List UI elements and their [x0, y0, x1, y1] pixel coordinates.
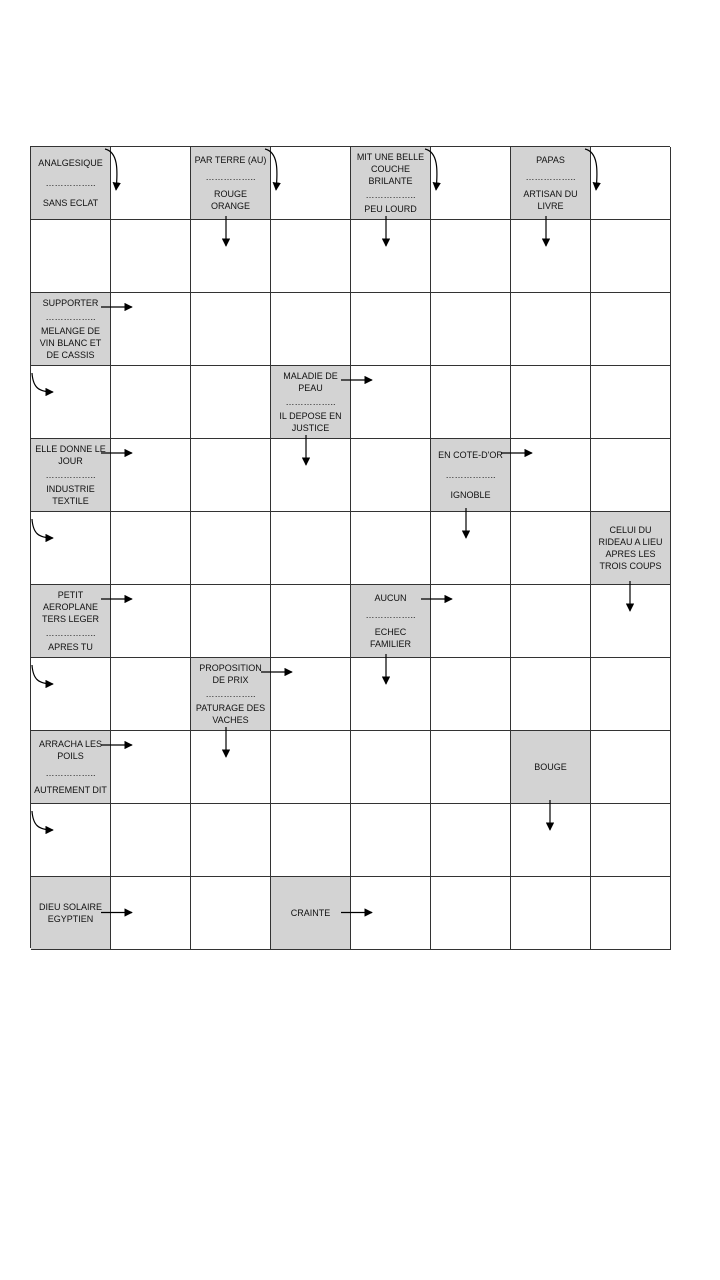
clue-cell-r8c6 [511, 731, 591, 804]
clue-line: PETIT AEROPLANE TERS LEGER [41, 590, 99, 624]
clue-cell-r10c0 [31, 877, 111, 950]
answer-cell[interactable] [511, 658, 591, 731]
clue-line: IL DEPOSE EN JUSTICE [279, 411, 342, 433]
answer-cell[interactable] [351, 512, 431, 585]
answer-cell[interactable] [351, 366, 431, 439]
answer-cell[interactable] [591, 366, 671, 439]
clue-text [34, 147, 107, 219]
clue-separator: …………….. [45, 178, 96, 188]
answer-cell[interactable] [591, 804, 671, 877]
clue-text [34, 731, 107, 803]
answer-cell[interactable] [191, 804, 271, 877]
answer-cell[interactable] [511, 512, 591, 585]
clue-line: CRAINTE [290, 908, 331, 918]
clue-cell-r0c4 [351, 147, 431, 220]
answer-cell[interactable] [511, 220, 591, 293]
answer-cell[interactable] [111, 293, 191, 366]
clue-separator: …………….. [285, 397, 336, 407]
clue-cell-r0c2 [191, 147, 271, 220]
clue-text [194, 147, 267, 219]
clue-line: ARRACHA LES POILS [38, 739, 103, 761]
answer-cell[interactable] [511, 804, 591, 877]
answer-cell[interactable] [431, 658, 511, 731]
clue-line: MIT UNE BELLE COUCHE BRILANTE [356, 152, 425, 186]
clue-cell-r3c3 [271, 366, 351, 439]
answer-cell[interactable] [271, 658, 351, 731]
answer-cell[interactable] [191, 512, 271, 585]
answer-cell[interactable] [351, 439, 431, 512]
clue-cell-r6c0 [31, 585, 111, 658]
answer-cell[interactable] [271, 220, 351, 293]
answer-cell[interactable] [191, 731, 271, 804]
answer-cell[interactable] [271, 439, 351, 512]
answer-cell[interactable] [591, 658, 671, 731]
clue-line: EN COTE-D'OR [438, 450, 503, 460]
answer-cell[interactable] [431, 512, 511, 585]
answer-cell[interactable] [191, 877, 271, 950]
clue-cell-r5c7 [591, 512, 671, 585]
clue-line: BOUGE [534, 762, 567, 772]
answer-cell[interactable] [431, 585, 511, 658]
clue-text [594, 512, 667, 584]
clue-line: ANALGESIQUE [38, 158, 103, 168]
clue-separator: …………….. [365, 190, 416, 200]
clue-cell-r7c2 [191, 658, 271, 731]
clue-line: PEU LOURD [364, 204, 417, 214]
clue-text [354, 147, 427, 219]
clue-cell-r2c0 [31, 293, 111, 366]
clue-text [34, 877, 107, 949]
answer-cell[interactable] [591, 293, 671, 366]
clue-line: ELLE DONNE LE JOUR [35, 444, 106, 466]
answer-cell[interactable] [511, 366, 591, 439]
answer-cell[interactable] [191, 585, 271, 658]
clue-line: PAR TERRE (AU) [194, 155, 267, 165]
answer-cell[interactable] [511, 293, 591, 366]
clue-cell-r0c6 [511, 147, 591, 220]
answer-cell[interactable] [271, 293, 351, 366]
clue-line: INDUSTRIE TEXTILE [46, 484, 95, 506]
answer-cell[interactable] [31, 804, 111, 877]
clue-line: SANS ECLAT [42, 198, 99, 208]
clue-cell-r0c0 [31, 147, 111, 220]
answer-cell[interactable] [31, 366, 111, 439]
answer-cell[interactable] [111, 439, 191, 512]
answer-cell[interactable] [591, 147, 671, 220]
clue-separator: …………….. [205, 689, 256, 699]
answer-cell[interactable] [511, 585, 591, 658]
clue-separator: …………….. [445, 470, 496, 480]
answer-cell[interactable] [431, 804, 511, 877]
answer-cell[interactable] [351, 658, 431, 731]
answer-cell[interactable] [511, 877, 591, 950]
answer-cell[interactable] [31, 220, 111, 293]
answer-cell[interactable] [351, 731, 431, 804]
answer-cell[interactable] [431, 877, 511, 950]
answer-cell[interactable] [431, 293, 511, 366]
answer-cell[interactable] [111, 220, 191, 293]
clue-line: CELUI DU RIDEAU A LIEU APRES LES TROIS COUPS [598, 525, 663, 571]
answer-cell[interactable] [431, 220, 511, 293]
clue-line: ARTISAN DU LIVRE [523, 189, 578, 211]
answer-cell[interactable] [111, 731, 191, 804]
clue-separator: …………….. [45, 470, 96, 480]
answer-cell[interactable] [271, 512, 351, 585]
clue-cell-r10c3 [271, 877, 351, 950]
crossword-grid [30, 146, 670, 948]
answer-cell[interactable] [271, 804, 351, 877]
answer-cell[interactable] [591, 877, 671, 950]
clue-line: ECHEC FAMILIER [369, 627, 411, 649]
answer-cell[interactable] [351, 804, 431, 877]
answer-cell[interactable] [111, 147, 191, 220]
answer-cell[interactable] [111, 366, 191, 439]
clue-cell-r4c0 [31, 439, 111, 512]
answer-cell[interactable] [271, 147, 351, 220]
clue-line: SUPPORTER [42, 298, 99, 308]
answer-cell[interactable] [591, 731, 671, 804]
clue-cell-r6c4 [351, 585, 431, 658]
answer-cell[interactable] [31, 512, 111, 585]
clue-separator: …………….. [525, 172, 576, 182]
clue-separator: …………….. [45, 628, 96, 638]
clue-line: PATURAGE DES VACHES [195, 703, 266, 725]
answer-cell[interactable] [591, 439, 671, 512]
answer-cell[interactable] [111, 877, 191, 950]
clue-line: AUTREMENT DIT [34, 785, 107, 795]
answer-cell[interactable] [511, 439, 591, 512]
answer-cell[interactable] [351, 220, 431, 293]
answer-cell[interactable] [591, 585, 671, 658]
clue-text [354, 585, 427, 657]
clue-separator: …………….. [45, 768, 96, 778]
clue-separator: …………….. [365, 610, 416, 620]
clue-text [274, 366, 347, 438]
clue-line: MALADIE DE PEAU [283, 371, 338, 393]
clue-separator: …………….. [205, 172, 256, 182]
clue-line: APRES TU [48, 642, 93, 652]
answer-cell[interactable] [351, 877, 431, 950]
clue-text [34, 585, 107, 657]
clue-cell-r8c0 [31, 731, 111, 804]
clue-line: ROUGE ORANGE [210, 189, 250, 211]
answer-cell[interactable] [591, 220, 671, 293]
clue-line: PROPOSITION DE PRIX [199, 663, 262, 685]
clue-text [514, 731, 587, 803]
answer-cell[interactable] [191, 220, 271, 293]
answer-cell[interactable] [431, 366, 511, 439]
answer-cell[interactable] [191, 366, 271, 439]
clue-text [34, 439, 107, 511]
answer-cell[interactable] [111, 658, 191, 731]
answer-cell[interactable] [191, 439, 271, 512]
answer-cell[interactable] [431, 147, 511, 220]
clue-line: DIEU SOLAIRE EGYPTIEN [38, 902, 103, 924]
clue-line: PAPAS [536, 155, 565, 165]
answer-cell[interactable] [111, 512, 191, 585]
clue-line: MELANGE DE VIN BLANC ET DE CASSIS [39, 326, 102, 360]
clue-text [514, 147, 587, 219]
clue-cell-r4c5 [431, 439, 511, 512]
clue-line: AUCUN [374, 593, 407, 603]
clue-line: IGNOBLE [450, 490, 491, 500]
clue-text [34, 293, 107, 365]
clue-text [274, 877, 347, 949]
answer-cell[interactable] [111, 804, 191, 877]
clue-separator: …………….. [45, 312, 96, 322]
answer-cell[interactable] [271, 585, 351, 658]
answer-cell[interactable] [31, 658, 111, 731]
answer-cell[interactable] [431, 731, 511, 804]
clue-text [194, 658, 267, 730]
answer-cell[interactable] [271, 731, 351, 804]
answer-cell[interactable] [191, 293, 271, 366]
clue-text [434, 439, 507, 511]
answer-cell[interactable] [111, 585, 191, 658]
answer-cell[interactable] [351, 293, 431, 366]
